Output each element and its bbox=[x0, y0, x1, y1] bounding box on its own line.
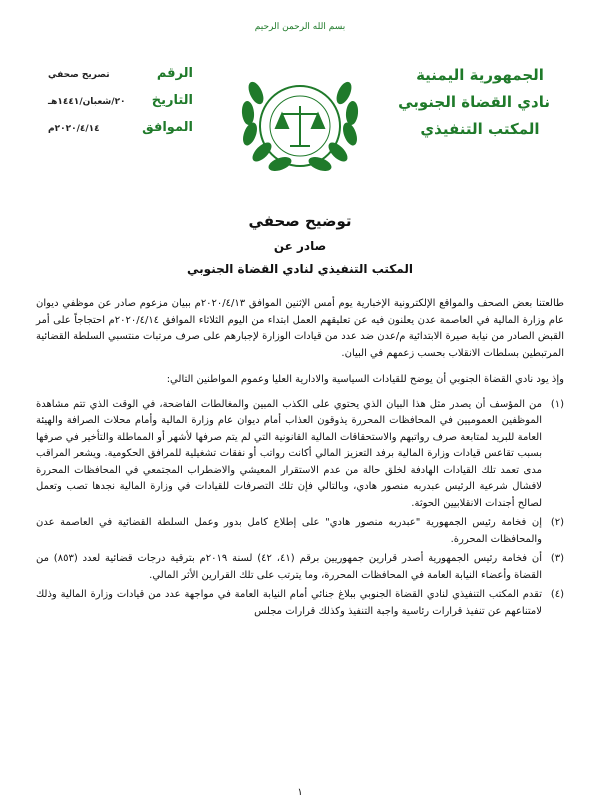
reference-block bbox=[48, 66, 193, 147]
basmala: بسم الله الرحمن الرحيم bbox=[254, 22, 346, 32]
item-number: (١) bbox=[550, 398, 564, 410]
lead-paragraph: وإذ يود نادي القضاة الجنوبي أن يوضح للقيادات السياسية والادارية العليا وعموم المواطنين التالي: bbox=[166, 374, 564, 385]
organization-header bbox=[398, 62, 550, 143]
hijri-date-row bbox=[48, 93, 193, 120]
item-text: من المؤسف أن يصدر مثل هذا البيان الذي يحتوي على الكذب المبين والمغالطات الفاضحة، في الوقت الذي تتم مشاهدة الموظفين العموميين في المحافظات المحررة يذوقون العذاب أمام ديوان عام وزارة المالية وأمام محلات الصرافة والهيئة العامة للبريد لمتابعة صرف رواتبهم والاستحقاقات المالية القانونية التي لم يتم صرفها لأشهر أو المماطلة والتأخير في صرفها بسبب تقاعس قيادات وزارة المالية برفد التعزيز المالي أكانت رواتب أو نفقات تشغيلية للمرافق الحكومية. ويشعر المراقب مدى تعمد تلك القيادات الهادفة لخلق حالة من عدم الاستقرار المعيشي والاضطراب المجتمعي في المحافظات المحررة لافشال شرعية الرئيس عبدربه منصور هادي، وبالتالي فإن تلك التصرفات للقيادات في وزارة المالية نجدها تصب وتعمل لصالح أجندات الانقلابيين الحوثة. bbox=[36, 398, 542, 509]
hijri-date-value: ٢٠/شعبان/١٤٤١هـ bbox=[48, 97, 126, 107]
hijri-date-label: التاريخ bbox=[151, 93, 193, 108]
gregorian-date-label: الموافق bbox=[142, 120, 193, 135]
reference-number-value: تصريح صحفي bbox=[48, 70, 110, 80]
gregorian-date-row bbox=[48, 120, 193, 147]
item-number: (٤) bbox=[550, 589, 564, 600]
org-line-republic: الجمهورية اليمنية bbox=[416, 66, 544, 84]
numbered-item bbox=[36, 587, 564, 620]
numbered-item bbox=[36, 551, 564, 584]
title-line-1: توضيح صحفي bbox=[248, 212, 352, 230]
gregorian-date-value: ٢٠٢٠/٤/١٤م bbox=[48, 124, 100, 134]
org-line-club: نادي القضاة الجنوبي bbox=[398, 93, 550, 111]
numbered-item bbox=[36, 397, 564, 513]
document-body bbox=[36, 296, 564, 623]
document-title bbox=[0, 208, 600, 280]
title-line-3: المكتب التنفيذي لنادي القضاة الجنوبي bbox=[187, 262, 413, 276]
page-number: ١ bbox=[297, 787, 303, 798]
reference-number-label: الرقم bbox=[156, 66, 193, 81]
item-text: أن فخامة رئيس الجمهورية أصدر قرارين جمهوريين برقم (٤١، ٤٢) لسنة ٢٠١٩م بترقية درجات قضائية لعدد (٨٥٣) من القضاة وأعضاء النيابة العامة في المحافظات المحررة، وما يترتب على تلك القرارين الأثر المالي. bbox=[36, 553, 543, 581]
title-line-2: صادر عن bbox=[273, 239, 327, 253]
org-line-office: المكتب التنفيذي bbox=[420, 120, 540, 138]
item-text: تقدم المكتب التنفيذي لنادي القضاة الجنوبي ببلاغ جنائي أمام النيابة العامة في مواجهة عدد من قيادات وزارة المالية وذلك لامتناعهم عن تنفيذ قرارات رئاسية واجبة التنفيذ وكذلك قرارات مجلس bbox=[36, 589, 542, 617]
item-number: (٢) bbox=[550, 517, 564, 528]
item-text: إن فخامة رئيس الجمهورية "عبدربه منصور هادي" على إطلاع كامل بدور وعمل السلطة القضائية في العاصمة عدن والمحافظات المحررة. bbox=[36, 517, 542, 545]
numbered-item bbox=[36, 515, 564, 548]
item-number: (٣) bbox=[550, 553, 564, 564]
judges-club-logo bbox=[220, 38, 380, 188]
intro-paragraph: طالعتنا بعض الصحف والمواقع الإلكترونية الإخبارية يوم أمس الإثنين الموافق ٢٠٢٠/٤/١٣م ببيان مزعوم صادر عن موظفي ديوان عام وزارة المالية في العاصمة عدن يعلنون فيه عن تعليقهم العمل ابتداء من اليوم الثلاثاء الموافق ٢٠٢٠/٤/١٤م احتجاجاً على أمر القبض الصادر من نيابة صيرة الابتدائية م/عدن ضد عدد من قيادات الوزارة لإجبارهم على صرف مرتبات منتسبي السلطة القضائية المرتبطين بسلطات الانقلاب بحسب زعمهم في البيان. bbox=[36, 298, 565, 359]
reference-number-row bbox=[48, 66, 193, 93]
